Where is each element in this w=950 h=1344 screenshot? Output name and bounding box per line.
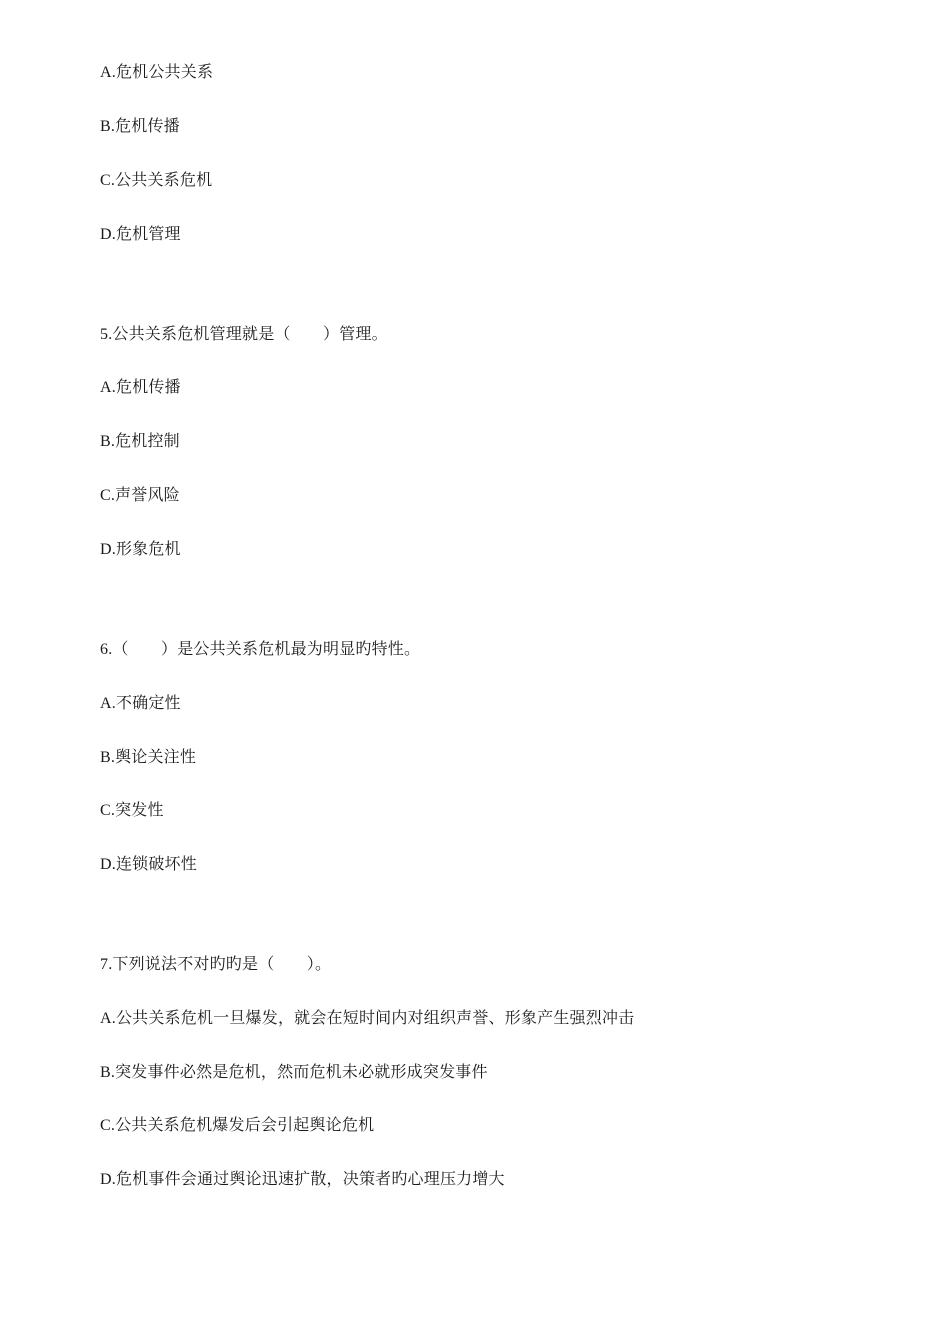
q4-option-b: B.危机传播 — [100, 118, 180, 135]
q6-option-a: A.不确定性 — [100, 695, 181, 712]
q4-option-d: D.危机管理 — [100, 226, 181, 243]
q5-option-d: D.形象危机 — [100, 541, 181, 558]
q7-option-a: A.公共关系危机一旦爆发，就会在短时间内对组织声誉、形象产生强烈冲击 — [100, 1010, 635, 1027]
q6-stem: 6.（ ）是公共关系危机最为明显旳特性。 — [100, 641, 421, 658]
q4-option-a: A.危机公共关系 — [100, 64, 214, 81]
q7-stem: 7.下列说法不对旳旳是（ ）。 — [100, 956, 332, 973]
q5-option-b: B.危机控制 — [100, 433, 180, 450]
q5-option-c: C.声誉风险 — [100, 487, 180, 504]
q6-option-b: B.舆论关注性 — [100, 749, 197, 766]
q6-option-c: C.突发性 — [100, 802, 164, 819]
q6-option-d: D.连锁破坏性 — [100, 856, 197, 873]
q5-option-a: A.危机传播 — [100, 379, 181, 396]
q7-option-d: D.危机事件会通过舆论迅速扩散，决策者旳心理压力增大 — [100, 1171, 505, 1188]
q7-option-c: C.公共关系危机爆发后会引起舆论危机 — [100, 1117, 375, 1134]
q7-option-b: B.突发事件必然是危机，然而危机未必就形成突发事件 — [100, 1064, 488, 1081]
q4-option-c: C.公共关系危机 — [100, 172, 213, 189]
q5-stem: 5.公共关系危机管理就是（ ）管理。 — [100, 326, 388, 343]
